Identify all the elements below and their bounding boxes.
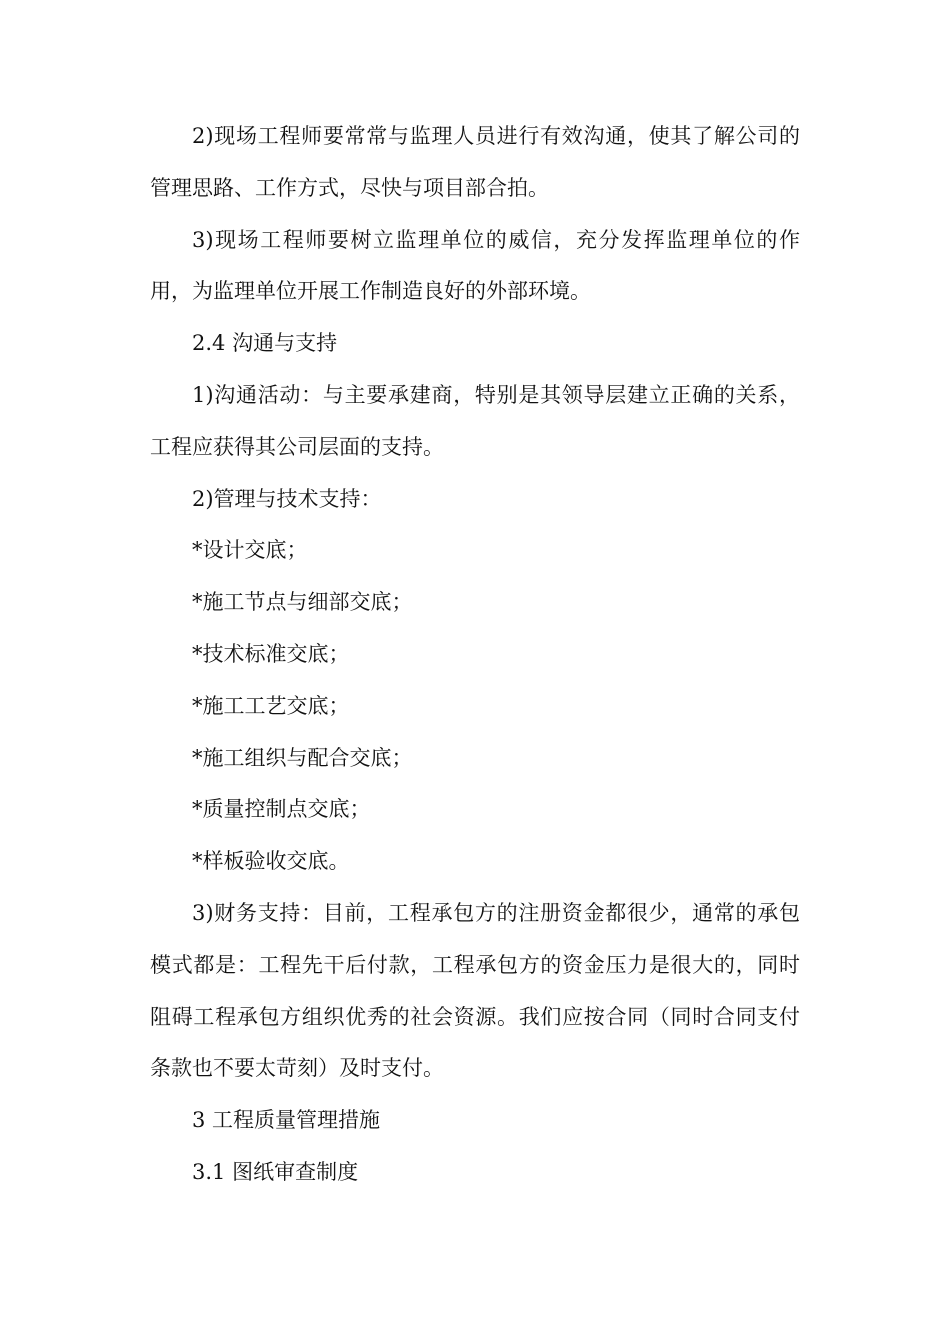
section-heading-communication-support: 2.4 沟通与支持: [192, 331, 338, 356]
list-item: *施工节点与细部交底；: [192, 590, 413, 615]
list-item: *质量控制点交底；: [192, 797, 371, 822]
section-heading-drawing-review: 3.1 图纸审查制度: [192, 1159, 359, 1184]
paragraph-supervisor-communication: 2)现场工程师要常常与监理人员进行有效沟通，使其了解公司的管理思路、工作方式，尽快与项目部合拍。: [150, 124, 800, 200]
paragraph-financial-support: 3)财务支持：目前，工程承包方的注册资金都很少，通常的承包模式都是：工程先干后付款，工程承包方的资金压力是很大的，同时阻碍工程承包方组织优秀的社会资源。我们应按合同（同时合同支付条款也不要太苛刻）及时支付。: [150, 900, 800, 1081]
paragraph-management-technical-support: 2)管理与技术支持：: [192, 486, 382, 511]
list-item: *施工组织与配合交底；: [192, 745, 413, 770]
paragraph-communication-activities: 1)沟通活动：与主要承建商，特别是其领导层建立正确的关系，工程应获得其公司层面的支持。: [150, 382, 800, 459]
list-item: *样板验收交底。: [192, 849, 350, 874]
paragraph-supervisor-authority: 3)现场工程师要树立监理单位的威信，充分发挥监理单位的作用，为监理单位开展工作制造良好的外部环境。: [150, 227, 800, 304]
list-item: *设计交底；: [192, 538, 308, 563]
section-heading-quality-management: 3 工程质量管理措施: [192, 1108, 381, 1133]
list-item: *施工工艺交底；: [192, 693, 350, 718]
list-item: *技术标准交底；: [192, 641, 350, 666]
document-body: [150, 111, 800, 1199]
